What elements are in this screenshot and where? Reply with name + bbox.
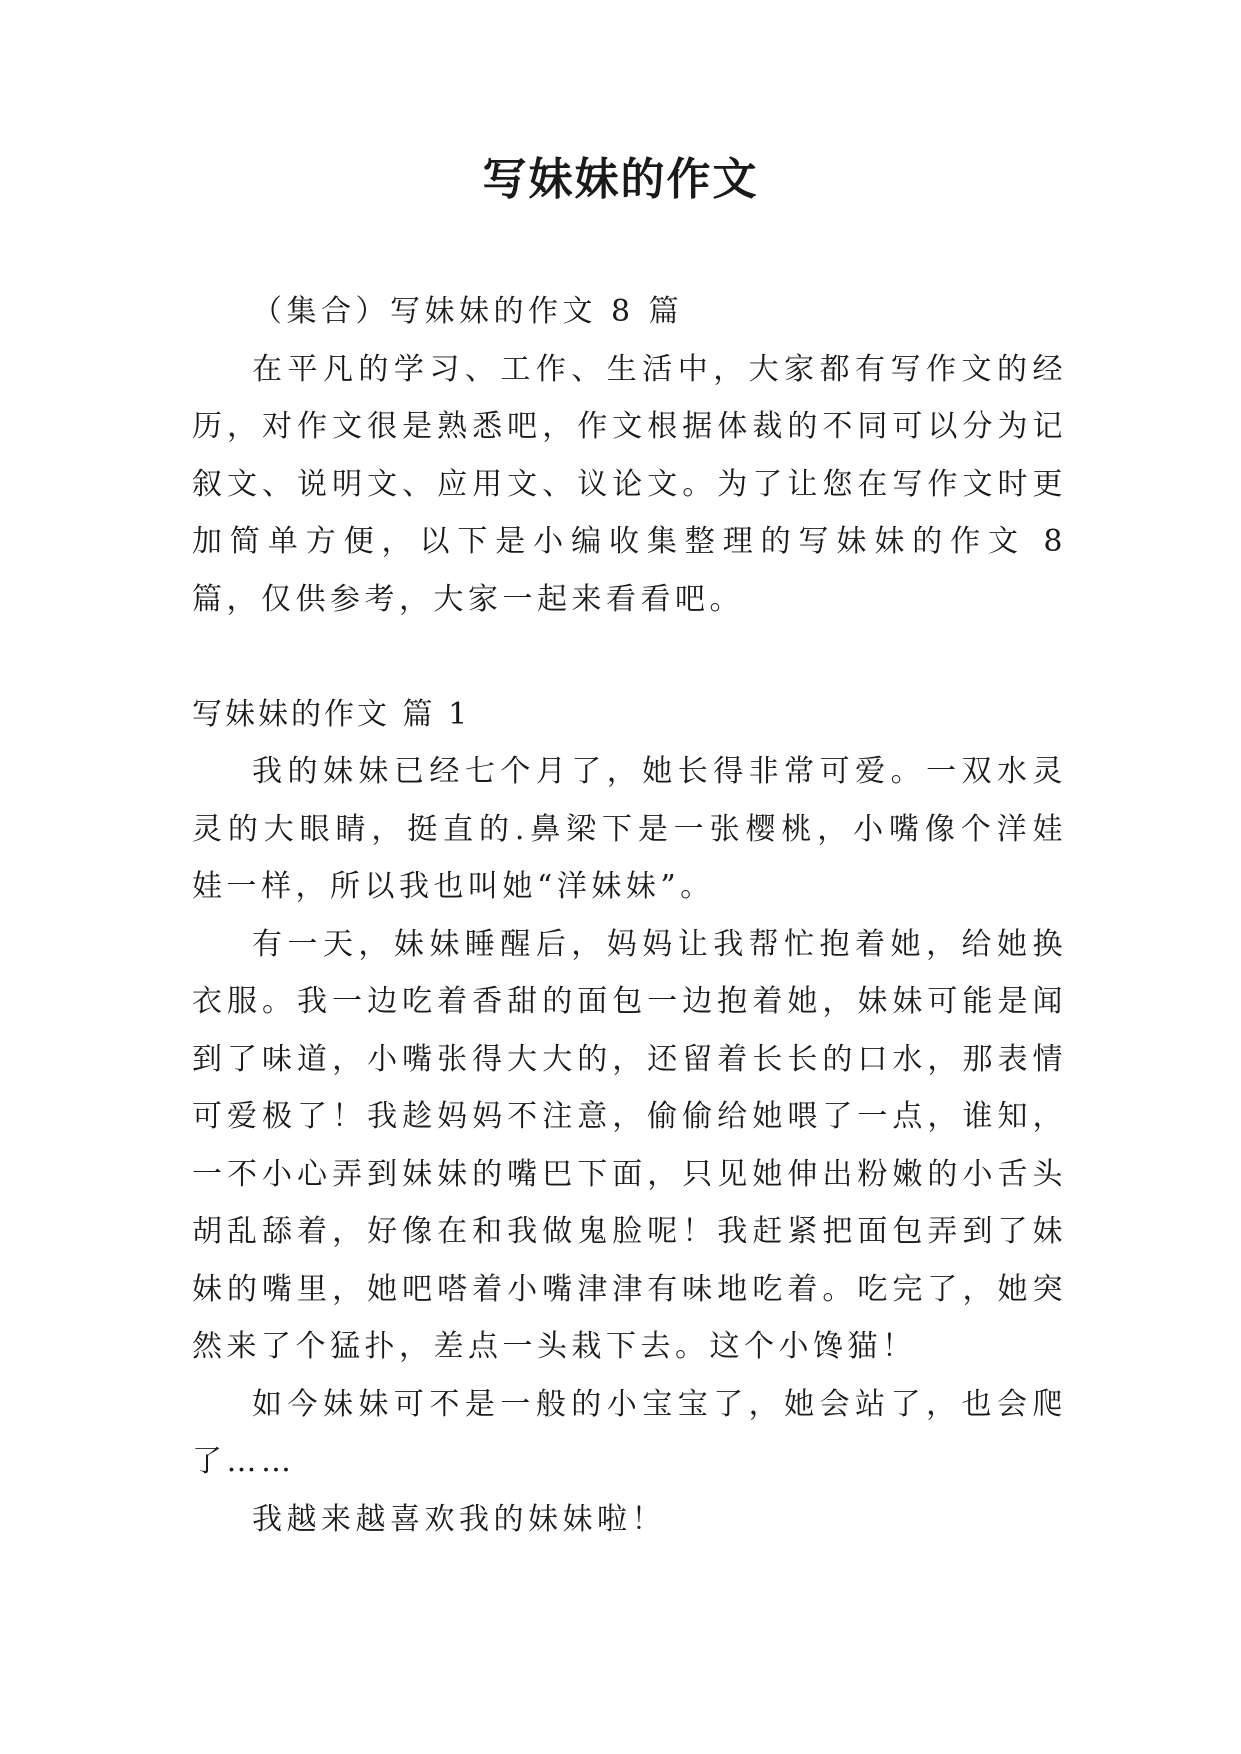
document-body	[192, 283, 1067, 1548]
essay-paragraph: 我的妹妹已经七个月了，她长得非常可爱。一双水灵灵的大眼睛，挺直的.鼻梁下是一张樱桃，小嘴像个洋娃娃一样，所以我也叫她“洋妹妹”。	[192, 754, 1067, 904]
essay-paragraph: 如今妹妹可不是一般的小宝宝了，她会站了，也会爬了……	[192, 1386, 1067, 1479]
document-subtitle: （集合）写妹妹的作文 8 篇	[252, 294, 684, 329]
essay-paragraph: 有一天，妹妹睡醒后，妈妈让我帮忙抱着她，给她换衣服。我一边吃着香甜的面包一边抱着她，妹妹可能是闻到了味道，小嘴张得大大的，还留着长长的口水，那表情可爱极了！我趁妈妈不注意，偷偷给她喂了一点，谁知，一不小心弄到妹妹的嘴巴下面，只见她伸出粉嫩的小舌头胡乱舔着，好像在和我做鬼脸呢！我赶紧把面包弄到了妹妹的嘴里，她吧嗒着小嘴津津有味地吃着。吃完了，她突然来了个猛扑，差点一头栽下去。这个小馋猫！	[192, 926, 1067, 1364]
essay-paragraph: 我越来越喜欢我的妹妹啦！	[252, 1501, 666, 1537]
document-title: 写妹妹的作文	[482, 154, 759, 205]
intro-paragraph: 在平凡的学习、工作、生活中，大家都有写作文的经历，对作文很是熟悉吧，作文根据体裁的不同可以分为记叙文、说明文、应用文、议论文。为了让您在写作文时更加简单方便，以下是小编收集整理的写妹妹的作文 8 篇，仅供参考，大家一起来看看吧。	[192, 351, 1067, 617]
section-spacer	[192, 628, 1067, 686]
section-heading: 写妹妹的作文 篇 1	[192, 696, 471, 732]
